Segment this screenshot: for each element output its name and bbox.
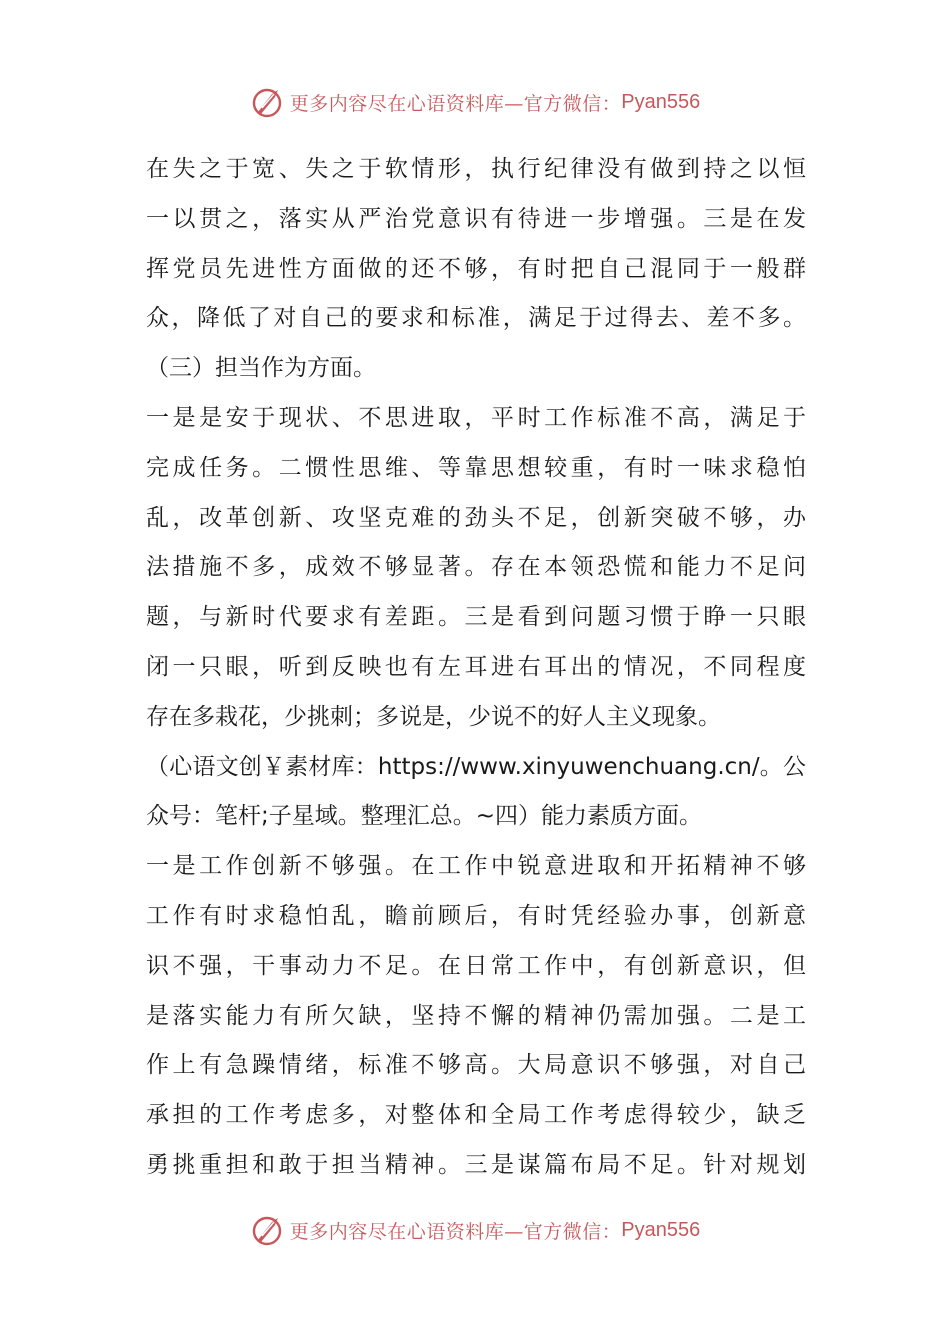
document-body — [146, 145, 806, 1191]
header-banner — [0, 82, 950, 122]
banner-text: 更多内容尽在心语资料库—官方微信： — [289, 92, 622, 115]
text-line: （心语文创￥素材库：https://www.xinyuwenchuang.cn/。公 — [146, 753, 806, 780]
text-line: 题，与新时代要求有差距。三是看到问题习惯于睁一只眼 — [146, 604, 806, 631]
banner-text: 更多内容尽在心语资料库—官方微信： — [289, 1220, 622, 1243]
text-line: 乱，改革创新、攻坚克难的劲头不足，创新突破不够，办 — [146, 504, 806, 531]
section-heading: （三）担当作为方面。 — [146, 355, 376, 382]
text-line: 法措施不多，成效不够显著。存在本领恐慌和能力不足问 — [146, 554, 806, 581]
text-line: 是落实能力有所欠缺，坚持不懈的精神仍需加强。二是工 — [146, 1002, 806, 1029]
text-line: 挥党员先进性方面做的还不够，有时把自己混同于一般群 — [146, 255, 806, 282]
section-heading: 众号：笔杆;子星域。整理汇总。~四）能力素质方面。 — [146, 803, 703, 830]
text-line: 作上有急躁情绪，标准不够高。大局意识不够强，对自己 — [146, 1052, 806, 1079]
text-line: 一以贯之，落实从严治党意识有待进一步增强。三是在发 — [146, 205, 806, 232]
pen-nib-logo-icon — [250, 1212, 286, 1248]
banner-wechat-id: Pyan556 — [621, 90, 701, 113]
text-line: 闭一只眼，听到反映也有左耳进右耳出的情况，不同程度 — [146, 653, 806, 680]
text-line: 众，降低了对自己的要求和标准，满足于过得去、差不多。 — [146, 305, 806, 332]
text-line: 承担的工作考虑多，对整体和全局工作考虑得较少，缺乏 — [146, 1102, 806, 1129]
pen-nib-logo-icon — [250, 84, 286, 120]
text-line: 在失之于宽、失之于软情形，执行纪律没有做到持之以恒 — [146, 156, 806, 182]
text-line: 一是是安于现状、不思进取，平时工作标准不高，满足于 — [146, 404, 806, 431]
text-line: 一是工作创新不够强。在工作中锐意进取和开拓精神不够 — [146, 853, 806, 880]
text-line: 存在多栽花，少挑刺；多说是，少说不的好人主义现象。 — [146, 703, 721, 730]
banner-wechat-id: Pyan556 — [621, 1218, 701, 1241]
text-line: 工作有时求稳怕乱，瞻前顾后，有时凭经验办事，创新意 — [146, 902, 806, 929]
text-line: 勇挑重担和敢于担当精神。三是谋篇布局不足。针对规划 — [146, 1151, 806, 1178]
text-line: 完成任务。二惯性思维、等靠思想较重，有时一味求稳怕 — [146, 454, 806, 481]
footer-banner — [0, 1210, 950, 1250]
text-line: 识不强，干事动力不足。在日常工作中，有创新意识，但 — [146, 952, 806, 979]
